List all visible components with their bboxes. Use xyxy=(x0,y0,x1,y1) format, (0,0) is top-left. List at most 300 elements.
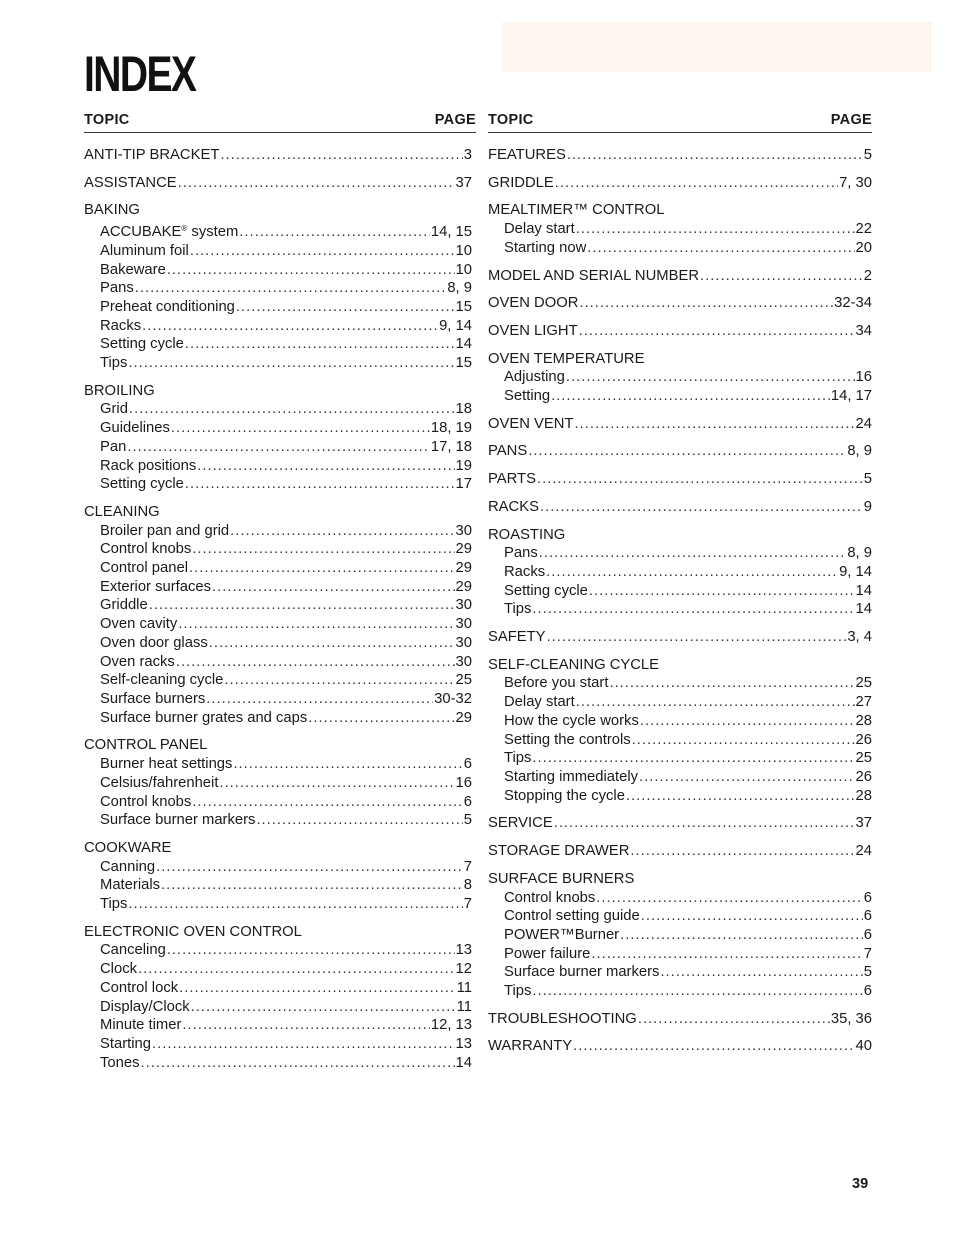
index-subentry xyxy=(84,596,472,615)
column-header xyxy=(84,108,476,133)
index-entry xyxy=(488,842,872,861)
dot-leader xyxy=(178,174,455,193)
dot-leader xyxy=(176,653,455,672)
subentry-label: Tips xyxy=(100,896,128,913)
dot-leader xyxy=(129,400,455,419)
subentry-label: Self-cleaning cycle xyxy=(100,672,224,689)
index-subentry xyxy=(84,858,472,877)
index-subentry xyxy=(488,768,872,787)
page-ref: 29 xyxy=(455,541,472,558)
subentry-label: Racks xyxy=(504,563,546,580)
index-subentry xyxy=(488,963,872,982)
dot-leader xyxy=(639,768,854,787)
index-entries xyxy=(84,146,472,1072)
index-subentry xyxy=(84,876,472,895)
subentry-label: Control setting guide xyxy=(504,908,640,925)
dot-leader xyxy=(532,749,854,768)
page-ref: 11 xyxy=(456,998,472,1015)
page-ref: 24 xyxy=(855,843,872,860)
page-ref: 3, 4 xyxy=(847,629,872,646)
dot-leader xyxy=(638,1010,830,1029)
dot-leader xyxy=(626,787,855,806)
index-entry-row xyxy=(488,628,872,647)
dot-leader xyxy=(141,1054,455,1073)
dot-leader xyxy=(641,907,863,926)
subentry-label: Pans xyxy=(100,280,134,297)
dot-leader xyxy=(135,279,447,298)
index-entry xyxy=(84,923,472,1073)
index-subentry xyxy=(84,998,472,1017)
index-subentry xyxy=(84,540,472,559)
dot-leader xyxy=(620,926,863,945)
topic-label: GRIDDLE xyxy=(488,174,554,191)
page-ref: 18 xyxy=(455,401,472,418)
subentry-label: Grid xyxy=(100,401,128,418)
subentry-label: Oven door glass xyxy=(100,634,208,651)
page-ref: 10 xyxy=(455,261,472,278)
page-ref: 6 xyxy=(863,889,872,906)
index-entry xyxy=(488,628,872,647)
index-subentry xyxy=(84,279,472,298)
subentry-label: Burner heat settings xyxy=(100,756,233,773)
topic-label: RACKS xyxy=(488,498,539,515)
dot-leader xyxy=(230,522,454,541)
index-entry xyxy=(488,814,872,833)
topic-label: TROUBLESHOOTING xyxy=(488,1010,637,1027)
index-entry xyxy=(488,201,872,257)
page-ref: 14, 15 xyxy=(430,224,472,241)
dot-leader xyxy=(573,1037,854,1056)
index-subentry xyxy=(488,544,872,563)
page-ref: 13 xyxy=(455,942,472,959)
page-ref: 30 xyxy=(455,597,472,614)
subentry-label: Celsius/fahrenheit xyxy=(100,774,219,791)
page-ref: 6 xyxy=(863,983,872,1000)
page-ref: 29 xyxy=(455,578,472,595)
index-subentry xyxy=(488,982,872,1001)
dot-leader xyxy=(528,442,846,461)
index-entry-row xyxy=(488,842,872,861)
topic-heading xyxy=(488,526,872,545)
index-subentry xyxy=(84,755,472,774)
subentry-label: Display/Clock xyxy=(100,998,190,1015)
dot-leader xyxy=(609,674,854,693)
index-subentry xyxy=(84,220,472,242)
page-ref: 34 xyxy=(855,322,872,339)
topic-heading xyxy=(84,503,472,522)
dot-leader xyxy=(540,498,863,517)
index-subentry xyxy=(84,615,472,634)
page-ref: 30 xyxy=(455,522,472,539)
dot-leader xyxy=(206,690,433,709)
page-ref: 8, 9 xyxy=(847,545,872,562)
dot-leader xyxy=(576,693,855,712)
topic-label: COOKWARE xyxy=(84,839,172,856)
topic-label: MEALTIMER™ CONTROL xyxy=(488,202,665,219)
subentry-label: Bakeware xyxy=(100,261,166,278)
index-subentry xyxy=(84,261,472,280)
topic-label: CLEANING xyxy=(84,503,160,520)
dot-leader xyxy=(185,335,455,354)
page-ref: 28 xyxy=(855,787,872,804)
index-subentry xyxy=(488,731,872,750)
page-ref: 26 xyxy=(855,768,872,785)
page-ref: 9, 14 xyxy=(439,317,472,334)
subentry-label: Canning xyxy=(100,858,156,875)
page-ref: 28 xyxy=(855,712,872,729)
index-subentry xyxy=(84,475,472,494)
page-ref: 3 xyxy=(463,147,472,163)
dot-leader xyxy=(224,671,454,690)
subentry-label: Materials xyxy=(100,877,161,894)
topic-label: SELF-CLEANING CYCLE xyxy=(488,656,660,673)
page-ref: 7 xyxy=(463,896,472,913)
topic-heading xyxy=(488,350,872,369)
index-subentry xyxy=(84,895,472,914)
dot-leader xyxy=(233,755,462,774)
index-entry xyxy=(84,503,472,727)
subentry-label: Aluminum foil xyxy=(100,242,189,259)
topic-label: MODEL AND SERIAL NUMBER xyxy=(488,267,700,284)
index-entry xyxy=(488,415,872,434)
index-entry xyxy=(84,736,472,830)
index-subentry xyxy=(84,653,472,672)
page-ref: 29 xyxy=(455,709,472,726)
index-entry xyxy=(488,470,872,489)
index-entry-row xyxy=(488,267,872,286)
page-ref: 11 xyxy=(456,979,472,996)
topic-label: BROILING xyxy=(84,382,155,399)
page-ref: 8, 9 xyxy=(847,443,872,460)
page-ref: 16 xyxy=(455,774,472,791)
subentry-label: Broiler pan and grid xyxy=(100,522,230,539)
page-ref: 35, 36 xyxy=(830,1010,872,1027)
index-subentry xyxy=(488,907,872,926)
index-entry-row xyxy=(488,322,872,341)
index-subentry xyxy=(84,400,472,419)
index-subentry xyxy=(84,634,472,653)
page-ref: 22 xyxy=(855,221,872,238)
dot-leader xyxy=(630,842,854,861)
dot-leader xyxy=(537,470,863,489)
index-subentry xyxy=(84,960,472,979)
page-ref: 6 xyxy=(863,926,872,943)
subentry-label: Pan xyxy=(100,438,127,455)
page-ref: 7 xyxy=(863,945,872,962)
dot-leader xyxy=(128,895,462,914)
index-subentry xyxy=(488,368,872,387)
topic-label: ASSISTANCE xyxy=(84,174,177,191)
page-ref: 7, 30 xyxy=(839,174,872,191)
topic-label: OVEN VENT xyxy=(488,415,574,432)
index-subentry xyxy=(84,354,472,373)
subentry-label: POWER™Burner xyxy=(504,926,620,943)
subentry-label: Tips xyxy=(504,601,532,618)
dot-leader xyxy=(127,438,430,457)
index-entry-row xyxy=(488,1010,872,1029)
index-subentry xyxy=(84,774,472,793)
index-subentry xyxy=(84,317,472,336)
page-ref: 30 xyxy=(455,616,472,633)
index-entry xyxy=(84,382,472,494)
index-subentry xyxy=(84,522,472,541)
dot-leader xyxy=(532,982,862,1001)
index-entry xyxy=(84,146,472,165)
dot-leader xyxy=(547,628,847,647)
index-entry-row xyxy=(488,498,872,517)
page-ref: 20 xyxy=(855,239,872,256)
index-entry xyxy=(488,442,872,461)
dot-leader xyxy=(161,876,463,895)
index-entry xyxy=(488,656,872,806)
subentry-label: Starting immediately xyxy=(504,768,639,785)
page-ref: 14, 17 xyxy=(830,388,872,405)
dot-leader xyxy=(179,979,456,998)
topic-label: OVEN TEMPERATURE xyxy=(488,350,645,367)
subentry-label: Pans xyxy=(504,545,538,562)
topic-heading xyxy=(84,923,472,942)
index-subentry xyxy=(84,709,472,728)
dot-leader xyxy=(178,615,454,634)
subentry-label: Canceling xyxy=(100,942,166,959)
dot-leader xyxy=(182,1016,429,1035)
topic-label: STORAGE DRAWER xyxy=(488,843,630,860)
index-entry-row xyxy=(488,146,872,165)
dot-leader xyxy=(220,146,462,165)
page-ref: 5 xyxy=(863,147,872,163)
dot-leader xyxy=(575,415,855,434)
subentry-label: Delay start xyxy=(504,694,575,711)
index-entry-row xyxy=(488,470,872,489)
dot-leader xyxy=(189,559,455,578)
dot-leader xyxy=(212,578,455,597)
subentry-label: Clock xyxy=(100,961,137,978)
page-ref: 7 xyxy=(463,858,472,875)
dot-leader xyxy=(587,239,854,258)
index-entry-row xyxy=(488,294,872,313)
page-header: PAGE xyxy=(434,112,476,128)
page-number: 39 xyxy=(852,1176,869,1192)
page-ref: 25 xyxy=(855,750,872,767)
page-ref: 5 xyxy=(463,812,472,829)
topic-heading xyxy=(84,839,472,858)
page-ref: 5 xyxy=(863,964,872,981)
dot-leader xyxy=(591,945,862,964)
index-entry-row xyxy=(488,1037,872,1056)
page-ref: 15 xyxy=(455,355,472,372)
index-subentry xyxy=(84,419,472,438)
subentry-label: Control panel xyxy=(100,560,189,577)
subentry-label: Rack positions xyxy=(100,457,197,474)
topic-label: FEATURES xyxy=(488,147,566,163)
dot-leader xyxy=(579,322,855,341)
topic-label: OVEN DOOR xyxy=(488,295,579,312)
index-subentry xyxy=(84,979,472,998)
dot-leader xyxy=(539,544,847,563)
subentry-label: Stopping the cycle xyxy=(504,787,625,804)
index-entry-row xyxy=(84,146,472,165)
index-entry-row xyxy=(488,814,872,833)
page-title: INDEX xyxy=(84,46,196,102)
dot-leader xyxy=(308,709,454,728)
subentry-label: Guidelines xyxy=(100,420,170,437)
dot-leader xyxy=(576,220,855,239)
topic-label: OVEN LIGHT xyxy=(488,322,578,339)
index-subentry xyxy=(488,945,872,964)
index-subentry xyxy=(488,582,872,601)
topic-header: TOPIC xyxy=(488,112,534,128)
dot-leader xyxy=(171,419,430,438)
subentry-label: Minute timer xyxy=(100,1017,182,1034)
page-ref: 14 xyxy=(855,582,872,599)
dot-leader xyxy=(142,317,438,336)
index-subentry xyxy=(488,926,872,945)
index-subentry xyxy=(488,749,872,768)
dot-leader xyxy=(190,242,455,261)
subentry-label: Surface burner grates and caps xyxy=(100,709,308,726)
dot-leader xyxy=(149,596,455,615)
index-subentry xyxy=(488,889,872,908)
subentry-label-rest: system xyxy=(187,224,239,241)
index-entries xyxy=(488,146,872,1056)
page-ref: 18, 19 xyxy=(430,420,472,437)
index-subentry xyxy=(488,787,872,806)
index-entry-row xyxy=(488,442,872,461)
dot-leader xyxy=(551,387,830,406)
column-header xyxy=(488,108,872,133)
page-ref: 8, 9 xyxy=(447,280,472,297)
topic-heading xyxy=(488,656,872,675)
page-ref: 13 xyxy=(455,1035,472,1052)
index-subentry xyxy=(488,674,872,693)
index-subentry xyxy=(488,693,872,712)
index-subentry xyxy=(488,600,872,619)
index-entry xyxy=(488,322,872,341)
index-entry xyxy=(488,174,872,193)
page-ref: 9 xyxy=(863,498,872,515)
topic-label: PARTS xyxy=(488,471,536,488)
index-subentry xyxy=(84,811,472,830)
index-entry xyxy=(84,839,472,914)
subentry-label: Adjusting xyxy=(504,369,565,386)
index-subentry xyxy=(84,671,472,690)
index-entry-row xyxy=(488,174,872,193)
topic-header: TOPIC xyxy=(84,112,130,128)
topic-label: WARRANTY xyxy=(488,1038,573,1055)
dot-leader xyxy=(239,223,430,242)
dot-leader xyxy=(167,261,455,280)
dot-leader xyxy=(197,457,454,476)
index-subentry xyxy=(84,1016,472,1035)
dot-leader xyxy=(554,814,855,833)
dot-leader xyxy=(128,354,454,373)
page-ref: 6 xyxy=(863,908,872,925)
page-ref: 12 xyxy=(455,961,472,978)
page-header: PAGE xyxy=(830,112,872,128)
subentry-label: How the cycle works xyxy=(504,712,639,729)
dot-leader xyxy=(640,712,855,731)
header-accent-box xyxy=(502,22,932,72)
dot-leader xyxy=(589,582,855,601)
index-entry-row xyxy=(84,174,472,193)
index-column-right xyxy=(488,108,872,1065)
subentry-label: Exterior surfaces xyxy=(100,578,212,595)
index-subentry xyxy=(84,1054,472,1073)
page-ref: 19 xyxy=(455,457,472,474)
page-ref: 40 xyxy=(855,1038,872,1055)
page-ref: 32-34 xyxy=(834,295,872,312)
index-subentry xyxy=(84,578,472,597)
dot-leader xyxy=(152,1035,455,1054)
page-ref: 30 xyxy=(455,653,472,670)
subentry-label: Setting the controls xyxy=(504,731,631,748)
subentry-label: Setting xyxy=(504,388,551,405)
page-ref: 14 xyxy=(855,601,872,618)
index-subentry xyxy=(84,438,472,457)
topic-label: PANS xyxy=(488,443,528,460)
dot-leader xyxy=(555,174,838,193)
dot-leader xyxy=(167,941,455,960)
page-ref: 5 xyxy=(863,471,872,488)
subentry-label: Tones xyxy=(100,1054,140,1071)
dot-leader xyxy=(192,793,462,812)
dot-leader xyxy=(236,298,455,317)
dot-leader xyxy=(192,540,454,559)
dot-leader xyxy=(596,889,862,908)
index-entry xyxy=(488,267,872,286)
index-subentry xyxy=(488,387,872,406)
page-ref: 30 xyxy=(455,634,472,651)
subentry-label: Setting cycle xyxy=(100,476,184,493)
index-entry xyxy=(488,870,872,1001)
index-entry xyxy=(488,294,872,313)
dot-leader xyxy=(632,731,855,750)
index-entry xyxy=(488,498,872,517)
topic-label: ANTI-TIP BRACKET xyxy=(84,147,220,163)
dot-leader xyxy=(566,368,855,387)
page-ref: 30-32 xyxy=(434,690,472,707)
subentry-label xyxy=(100,220,238,242)
page-ref: 25 xyxy=(855,675,872,692)
page-ref: 6 xyxy=(463,793,472,810)
page-ref: 37 xyxy=(855,815,872,832)
index-subentry xyxy=(488,563,872,582)
topic-label: SURFACE BURNERS xyxy=(488,870,635,887)
subentry-label: Setting cycle xyxy=(504,582,588,599)
page-ref: 2 xyxy=(863,267,872,284)
subentry-label: Tips xyxy=(504,750,532,767)
page-ref: 14 xyxy=(455,336,472,353)
subentry-label: Surface burner markers xyxy=(100,812,256,829)
index-subentry xyxy=(84,335,472,354)
page-ref: 14 xyxy=(455,1054,472,1071)
topic-heading xyxy=(84,201,472,220)
index-entry xyxy=(488,350,872,406)
page-ref: 16 xyxy=(855,369,872,386)
subentry-label: Power failure xyxy=(504,945,591,962)
subentry-label: Control knobs xyxy=(100,793,192,810)
topic-heading xyxy=(488,870,872,889)
page-ref: 6 xyxy=(463,756,472,773)
page-ref: 9, 14 xyxy=(839,563,872,580)
subentry-label: Control knobs xyxy=(504,889,596,906)
index-subentry xyxy=(84,457,472,476)
subentry-label: Racks xyxy=(100,317,142,334)
page-ref: 10 xyxy=(455,242,472,259)
subentry-label: Setting cycle xyxy=(100,336,184,353)
topic-label: BAKING xyxy=(84,202,140,219)
subentry-label: Starting now xyxy=(504,239,587,256)
